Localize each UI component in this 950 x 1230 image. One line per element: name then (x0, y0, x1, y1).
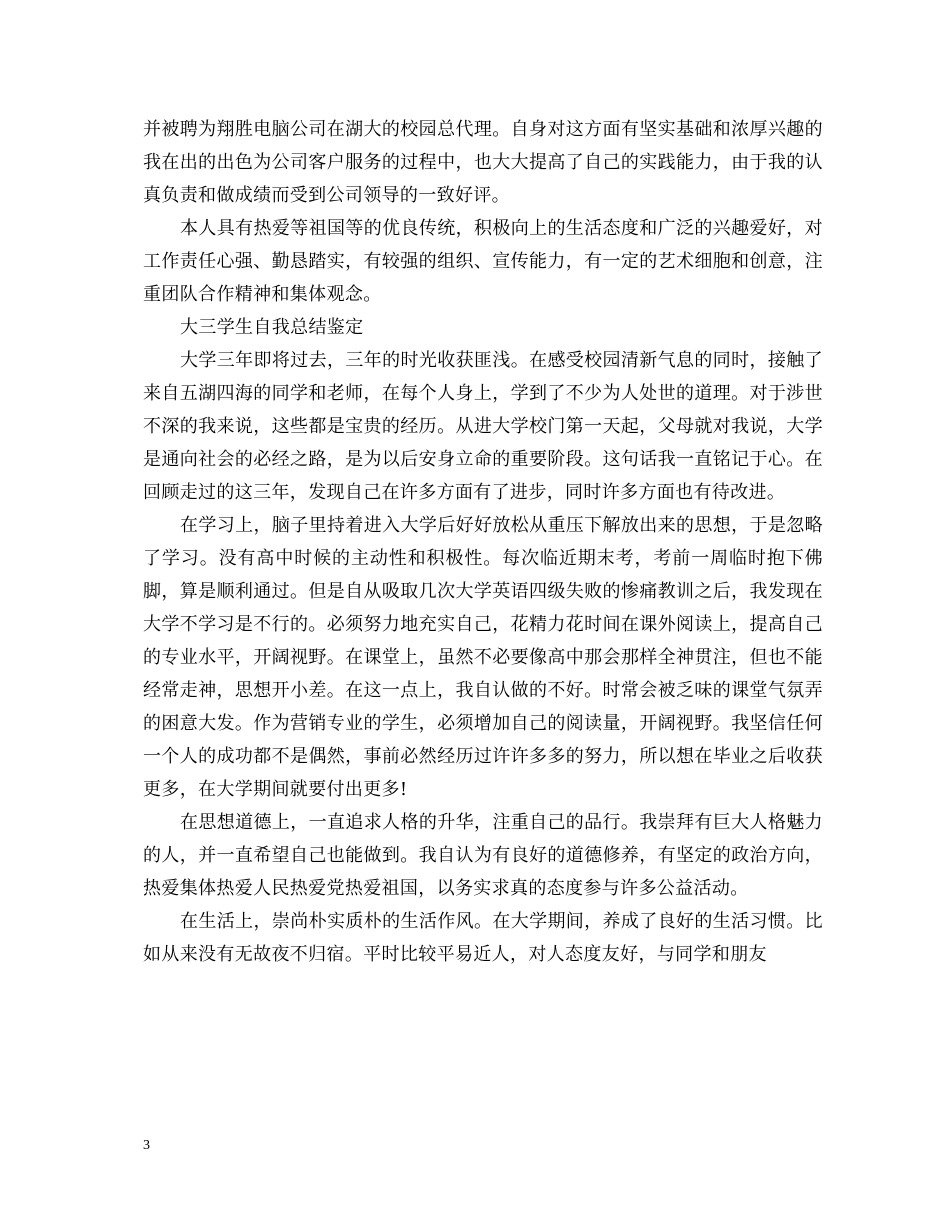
paragraph-6: 在生活上，崇尚朴实质朴的生活作风。在大学期间，养成了良好的生活习惯。比如从来没有无故夜不归宿。平时比较平易近人，对人态度友好，与同学和朋友 (143, 911, 823, 965)
paragraph-2: 本人具有热爱等祖国等的优良传统，积极向上的生活态度和广泛的兴趣爱好，对工作责任心强、勤恳踏实，有较强的组织、宣传能力，有一定的艺术细胞和创意，注重团队合作精神和集体观念。 (143, 218, 823, 305)
section-heading: 大三学生自我总结鉴定 (180, 317, 364, 338)
paragraph-4: 在学习上，脑子里持着进入大学后好好放松从重压下解放出来的思想，于是忽略了学习。没有高中时候的主动性和积极性。每次临近期末考，考前一周临时抱下佛脚，算是顺利通过。但是自从吸取几次大学英语四级失败的惨痛教训之后，我发现在大学不学习是不行的。必须努力地充实自己，花精力花时间在课外阅读上，提高自己的专业水平，开阔视野。在课堂上，虽然不必要像高中那会那样全神贯注，但也不能经常走神，思想开小差。在这一点上，我自认做的不好。时常会被乏味的课堂气氛弄的困意大发。作为营销专业的学生，必须增加自己的阅读量，开阔视野。我坚信任何一个人的成功都不是偶然，事前必然经历过许许多多的努力，所以想在毕业之后收获更多，在大学期间就要付出更多! (143, 515, 823, 800)
page-number: 3 (143, 1138, 150, 1153)
paragraph-3: 大学三年即将过去，三年的时光收获匪浅。在感受校园清新气息的同时，接触了来自五湖四海的同学和老师，在每个人身上，学到了不少为人处世的道理。对于涉世不深的我来说，这些都是宝贵的经历。从进大学校门第一天起，父母就对我说，大学是通向社会的必经之路，是为以后安身立命的重要阶段。这句话我一直铭记于心。在回顾走过的这三年，发现自己在许多方面有了进步，同时许多方面也有待改进。 (143, 350, 823, 503)
paragraph-5: 在思想道德上，一直追求人格的升华，注重自己的品行。我崇拜有巨大人格魅力的人，并一直希望自己也能做到。我自认为有良好的道德修养，有坚定的政治方向，热爱集体热爱人民热爱党热爱祖国，以务实求真的态度参与许多公益活动。 (143, 812, 823, 899)
paragraph-1: 并被聘为翔胜电脑公司在湖大的校园总代理。自身对这方面有坚实基础和浓厚兴趣的我在出的出色为公司客户服务的过程中，也大大提高了自己的实践能力，由于我的认真负责和做成绩而受到公司领导的一致好评。 (143, 119, 823, 206)
document-body (143, 113, 823, 971)
